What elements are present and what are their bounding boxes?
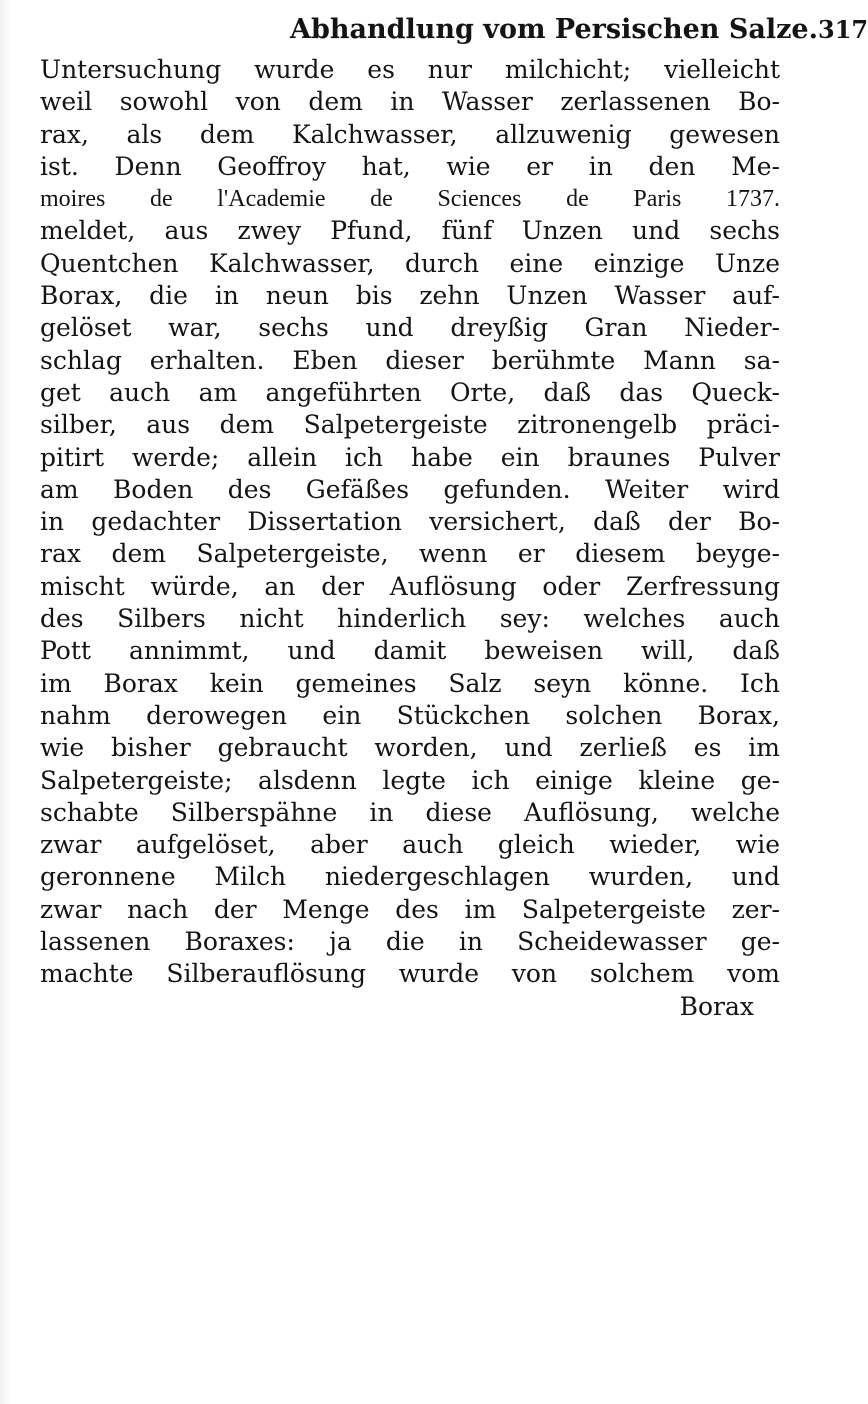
text-line: Salpetergeiste; alsdenn legte ich einige kleine ge- xyxy=(40,765,780,795)
text-line: im Borax kein gemeines Salz seyn könne. Ich xyxy=(40,668,780,698)
text-line: nahm derowegen ein Stückchen solchen Borax, xyxy=(40,700,780,730)
text-line: schlag erhalten. Eben dieser berühmte Mann sa- xyxy=(40,345,780,375)
text-line: rax, als dem Kalchwasser, allzuwenig gewesen xyxy=(40,119,780,149)
text-line: get auch am angeführten Orte, daß das Queck- xyxy=(40,377,780,407)
text-line: mischt würde, an der Auflösung oder Zerfressung xyxy=(40,571,780,601)
text-line: Quentchen Kalchwasser, durch eine einzige Unze xyxy=(40,248,780,278)
text-line: zwar nach der Menge des im Salpetergeiste zer- xyxy=(40,894,780,924)
text-line: meldet, aus zwey Pfund, fünf Unzen und sechs xyxy=(40,216,780,246)
text-line: rax dem Salpetergeiste, wenn er diesem beyge- xyxy=(40,539,780,569)
text-line: pitirt werde; allein ich habe ein braunes Pulver xyxy=(40,442,780,472)
text-line: gelöset war, sechs und dreyßig Gran Nieder- xyxy=(40,313,780,343)
text-line: silber, aus dem Salpetergeiste zitronengelb präci- xyxy=(40,410,780,440)
page-number: 317 xyxy=(818,15,868,44)
text-line: des Silbers nicht hinderlich sey: welches auch xyxy=(40,604,780,634)
text-line: zwar aufgelöset, aber auch gleich wieder, wie xyxy=(40,830,780,860)
catchword: Borax xyxy=(679,991,754,1021)
text-line: lassenen Boraxes: ja die in Scheidewasser ge- xyxy=(40,927,780,957)
text-line: Pott annimmt, und damit beweisen will, daß xyxy=(40,636,780,666)
text-line-reference: moires de l'Academie de Sciences de Paris 1737. xyxy=(40,186,780,213)
text-line: schabte Silberspähne in diese Auflösung, welche xyxy=(40,797,780,827)
text-line: ist. Denn Geoffroy hat, wie er in den Me- xyxy=(40,151,780,181)
text-line: am Boden des Gefäßes gefunden. Weiter wird xyxy=(40,474,780,504)
body-text xyxy=(40,54,780,1023)
text-line: in gedachter Dissertation versichert, daß der Bo- xyxy=(40,507,780,537)
page-edge-shadow xyxy=(0,0,12,1404)
text-line: Borax, die in neun bis zehn Unzen Wasser auf- xyxy=(40,281,780,311)
text-line: machte Silberauflösung wurde von solchem vom xyxy=(40,959,780,989)
page-header xyxy=(290,14,868,50)
text-line: wie bisher gebraucht worden, und zerließ es im xyxy=(40,733,780,763)
text-line: Untersuchung wurde es nur milchicht; vielleicht xyxy=(40,55,780,84)
text-line: weil sowohl von dem in Wasser zerlassenen Bo- xyxy=(40,87,780,117)
running-title: Abhandlung vom Persischen Salze. xyxy=(290,14,819,45)
text-line: geronnene Milch niedergeschlagen wurden, und xyxy=(40,862,780,892)
